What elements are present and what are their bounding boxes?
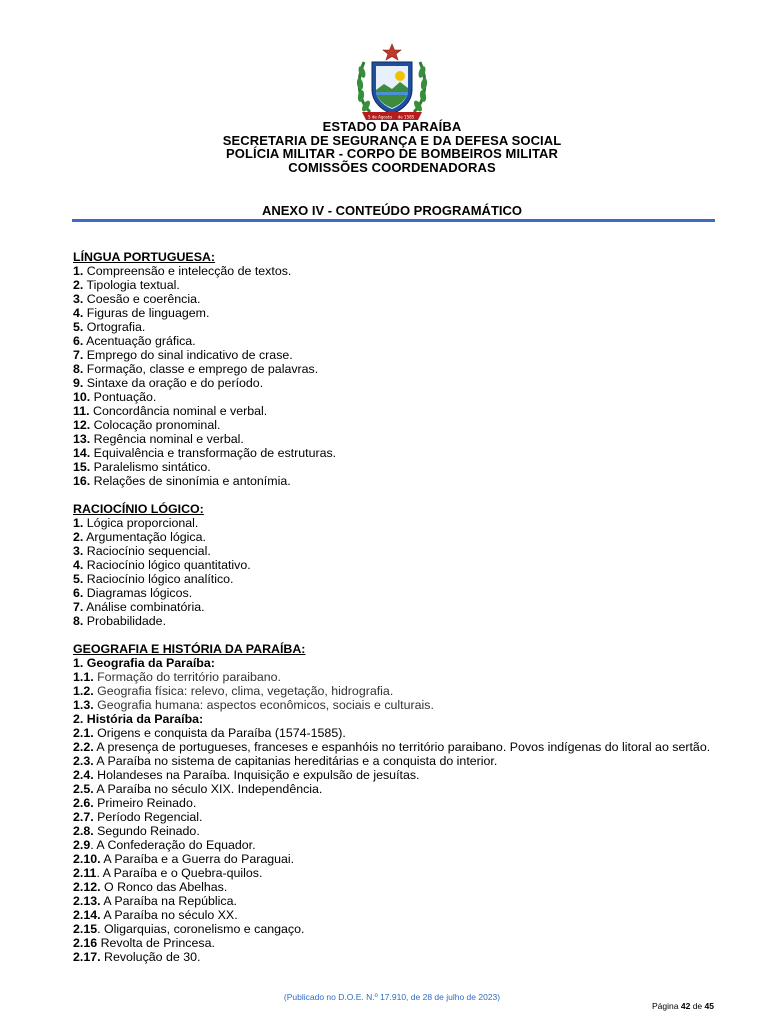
topic-number: 2. [73, 530, 84, 544]
topic-number: 15. [73, 460, 91, 474]
section-title: GEOGRAFIA E HISTÓRIA DA PARAÍBA: [73, 642, 306, 656]
document-header [0, 120, 768, 174]
page-total: 45 [704, 1001, 714, 1011]
topic-text: A Paraíba na República. [100, 894, 237, 908]
topic-number: 2.17. [73, 950, 101, 964]
topic-item [73, 432, 715, 446]
topic-number: 16. [73, 474, 91, 488]
topic-text: Diagramas lógicos. [83, 586, 193, 600]
topic-text: Paralelismo sintático. [90, 460, 211, 474]
topic-item [73, 418, 715, 432]
topic-item [73, 922, 715, 936]
topic-text: Período Regencial. [93, 810, 203, 824]
topic-text: . Oligarquias, coronelismo e cangaço. [97, 922, 305, 936]
topic-number: 7. [73, 600, 84, 614]
topic-text: Formação, classe e emprego de palavras. [83, 362, 319, 376]
topic-number: 1.1. [73, 670, 94, 684]
topic-item [73, 768, 715, 782]
publication-note: (Publicado no D.O.E. N.º 17.910, de 28 de julho de 2023) [283, 992, 501, 1002]
topic-number: 2.1. [73, 726, 94, 740]
topic-number: 8. [73, 614, 84, 628]
page-current: 42 [680, 1001, 691, 1011]
topic-text: Concordância nominal e verbal. [89, 404, 268, 418]
topic-item [73, 376, 715, 390]
topic-number: 3. [73, 292, 84, 306]
topic-item [73, 880, 715, 894]
topic-item [73, 320, 715, 334]
topic-item [73, 264, 715, 278]
topic-item [73, 908, 715, 922]
topic-text: Revolta de Princesa. [97, 936, 215, 950]
topic-item [73, 558, 715, 572]
topic-number: 7. [73, 348, 84, 362]
section-lingua-portuguesa [73, 250, 715, 488]
topic-item [73, 516, 715, 530]
topic-number: 14. [73, 446, 91, 460]
topic-text: Primeiro Reinado. [93, 796, 197, 810]
topic-number: 2.9 [73, 838, 91, 852]
subsection-title: 1. Geografia da Paraíba: [73, 656, 215, 670]
title-rule [72, 219, 715, 222]
topic-list [73, 264, 715, 488]
header-secretariat: SECRETARIA DE SEGURANÇA E DA DEFESA SOCIAL [222, 132, 562, 148]
topic-text: Holandeses na Paraíba. Inquisição e expulsão de jesuítas. [93, 768, 420, 782]
topic-number: 2.13. [73, 894, 101, 908]
topic-number: 1.3. [73, 698, 94, 712]
topic-item [73, 740, 715, 754]
topic-item [73, 306, 715, 320]
topic-number: 2.8. [73, 824, 94, 838]
topic-number: 2.2. [73, 740, 94, 754]
topic-number: 5. [73, 320, 84, 334]
topic-number: 2.3. [73, 754, 94, 768]
topic-text: Lógica proporcional. [83, 516, 199, 530]
topic-item [73, 698, 715, 712]
topic-text: Origens e conquista da Paraíba (1574-1585). [93, 726, 346, 740]
section-title: RACIOCÍNIO LÓGICO: [73, 502, 204, 516]
topic-number: 2.7. [73, 810, 94, 824]
topic-item [73, 600, 715, 614]
topic-item [73, 866, 715, 880]
topic-number: 8. [73, 362, 84, 376]
topic-number: 11. [73, 404, 90, 418]
document-body [73, 250, 715, 978]
topic-item [73, 726, 715, 740]
topic-text: Probabilidade. [83, 614, 167, 628]
topic-text: Coesão e coerência. [83, 292, 201, 306]
subsection-title: 2. História da Paraíba: [73, 712, 204, 726]
topic-number: 2.12. [73, 880, 101, 894]
topic-text: Figuras de linguagem. [83, 306, 210, 320]
topic-text: . A Paraíba e o Quebra-quilos. [96, 866, 263, 880]
topic-number: 1. [73, 516, 84, 530]
topic-item [73, 530, 715, 544]
topic-item [73, 810, 715, 824]
header-state: ESTADO DA PARAÍBA [322, 119, 462, 134]
topic-item [73, 824, 715, 838]
topic-text: Raciocínio lógico analítico. [83, 572, 234, 586]
topic-text: A Paraíba e a Guerra do Paraguai. [100, 852, 295, 866]
page-label: Página [652, 1001, 679, 1011]
topic-text: Raciocínio sequencial. [83, 544, 211, 558]
page-number [652, 1001, 714, 1011]
topic-number: 2.11 [73, 866, 97, 880]
topic-item [73, 460, 715, 474]
topic-item [73, 894, 715, 908]
section-geografia-historia [73, 642, 715, 964]
crest-ribbon-left: 5 de Agosto [368, 114, 392, 120]
topic-item [73, 670, 715, 684]
topic-text: Sintaxe da oração e do período. [83, 376, 264, 390]
topic-text: . A Confederação do Equador. [90, 838, 256, 852]
topic-number: 6. [73, 586, 84, 600]
topic-item [73, 614, 715, 628]
topic-text: Regência nominal e verbal. [90, 432, 244, 446]
topic-number: 2.5. [73, 782, 94, 796]
topic-item [73, 852, 715, 866]
topic-text: Raciocínio lógico quantitativo. [83, 558, 251, 572]
topic-number: 10. [73, 390, 91, 404]
topic-number: 2.4. [73, 768, 94, 782]
topic-item [73, 390, 715, 404]
topic-list [73, 516, 715, 628]
topic-number: 4. [73, 306, 84, 320]
topic-item [73, 796, 715, 810]
topic-item [73, 572, 715, 586]
topic-text: Acentuação gráfica. [83, 334, 196, 348]
topic-number: 6. [73, 334, 84, 348]
topic-number: 2.16 [73, 936, 98, 950]
topic-text: Pontuação. [90, 390, 157, 404]
topic-text: Colocação pronominal. [90, 418, 221, 432]
topic-number: 4. [73, 558, 84, 572]
state-crest-icon [348, 42, 436, 126]
topic-item [73, 782, 715, 796]
topic-number: 13. [73, 432, 91, 446]
topic-number: 2.6. [73, 796, 94, 810]
topic-item [73, 684, 715, 698]
topic-number: 3. [73, 544, 84, 558]
topic-item [73, 544, 715, 558]
topic-text: A presença de portugueses, franceses e espanhóis no território paraibano. Povos indígenas do litoral ao sertão. [93, 740, 711, 754]
topic-text: A Paraíba no século XIX. Independência. [93, 782, 323, 796]
topic-number: 1. [73, 264, 84, 278]
topic-item [73, 292, 715, 306]
topic-text: Análise combinatória. [83, 600, 205, 614]
topic-list [73, 726, 715, 964]
topic-number: 1.2. [73, 684, 94, 698]
topic-text: Equivalência e transformação de estruturas. [90, 446, 337, 460]
topic-item [73, 754, 715, 768]
topic-number: 12. [73, 418, 91, 432]
topic-text: Relações de sinonímia e antonímia. [90, 474, 291, 488]
topic-text: Emprego do sinal indicativo de crase. [83, 348, 293, 362]
topic-item [73, 334, 715, 348]
topic-number: 2.14. [73, 908, 101, 922]
topic-text: Segundo Reinado. [93, 824, 200, 838]
topic-number: 9. [73, 376, 84, 390]
annex-title: ANEXO IV - CONTEÚDO PROGRAMÁTICO [261, 203, 522, 218]
page-sep: de [692, 1001, 703, 1011]
topic-list [73, 670, 715, 712]
topic-text: Geografia física: relevo, clima, vegetação, hidrografia. [93, 684, 394, 698]
topic-text: Revolução de 30. [100, 950, 201, 964]
topic-item [73, 362, 715, 376]
topic-item [73, 348, 715, 362]
topic-number: 5. [73, 572, 84, 586]
section-raciocinio-logico [73, 502, 715, 628]
topic-text: A Paraíba no século XX. [100, 908, 238, 922]
topic-item [73, 950, 715, 964]
crest-ribbon-right: de 1585 [397, 114, 415, 120]
topic-text: Geografia humana: aspectos econômicos, sociais e culturais. [93, 698, 434, 712]
topic-number: 2. [73, 278, 84, 292]
topic-number: 2.10. [73, 852, 101, 866]
topic-text: Argumentação lógica. [83, 530, 206, 544]
topic-text: Tipologia textual. [83, 278, 180, 292]
topic-text: Compreensão e intelecção de textos. [83, 264, 292, 278]
topic-item [73, 474, 715, 488]
topic-text: Formação do território paraibano. [93, 670, 282, 684]
topic-text: O Ronco das Abelhas. [100, 880, 228, 894]
header-police: POLÍCIA MILITAR - CORPO DE BOMBEIROS MILITAR [225, 146, 559, 161]
header-commissions: COMISSÕES COORDENADORAS [288, 159, 496, 175]
topic-item [73, 446, 715, 460]
topic-text: Ortografia. [83, 320, 146, 334]
topic-item [73, 404, 715, 418]
topic-item [73, 936, 715, 950]
topic-item [73, 838, 715, 852]
topic-number: 2.15 [73, 922, 98, 936]
section-title: LÍNGUA PORTUGUESA: [73, 250, 216, 264]
topic-item [73, 586, 715, 600]
topic-text: A Paraíba no sistema de capitanias hereditárias e a conquista do interior. [93, 754, 498, 768]
topic-item [73, 278, 715, 292]
